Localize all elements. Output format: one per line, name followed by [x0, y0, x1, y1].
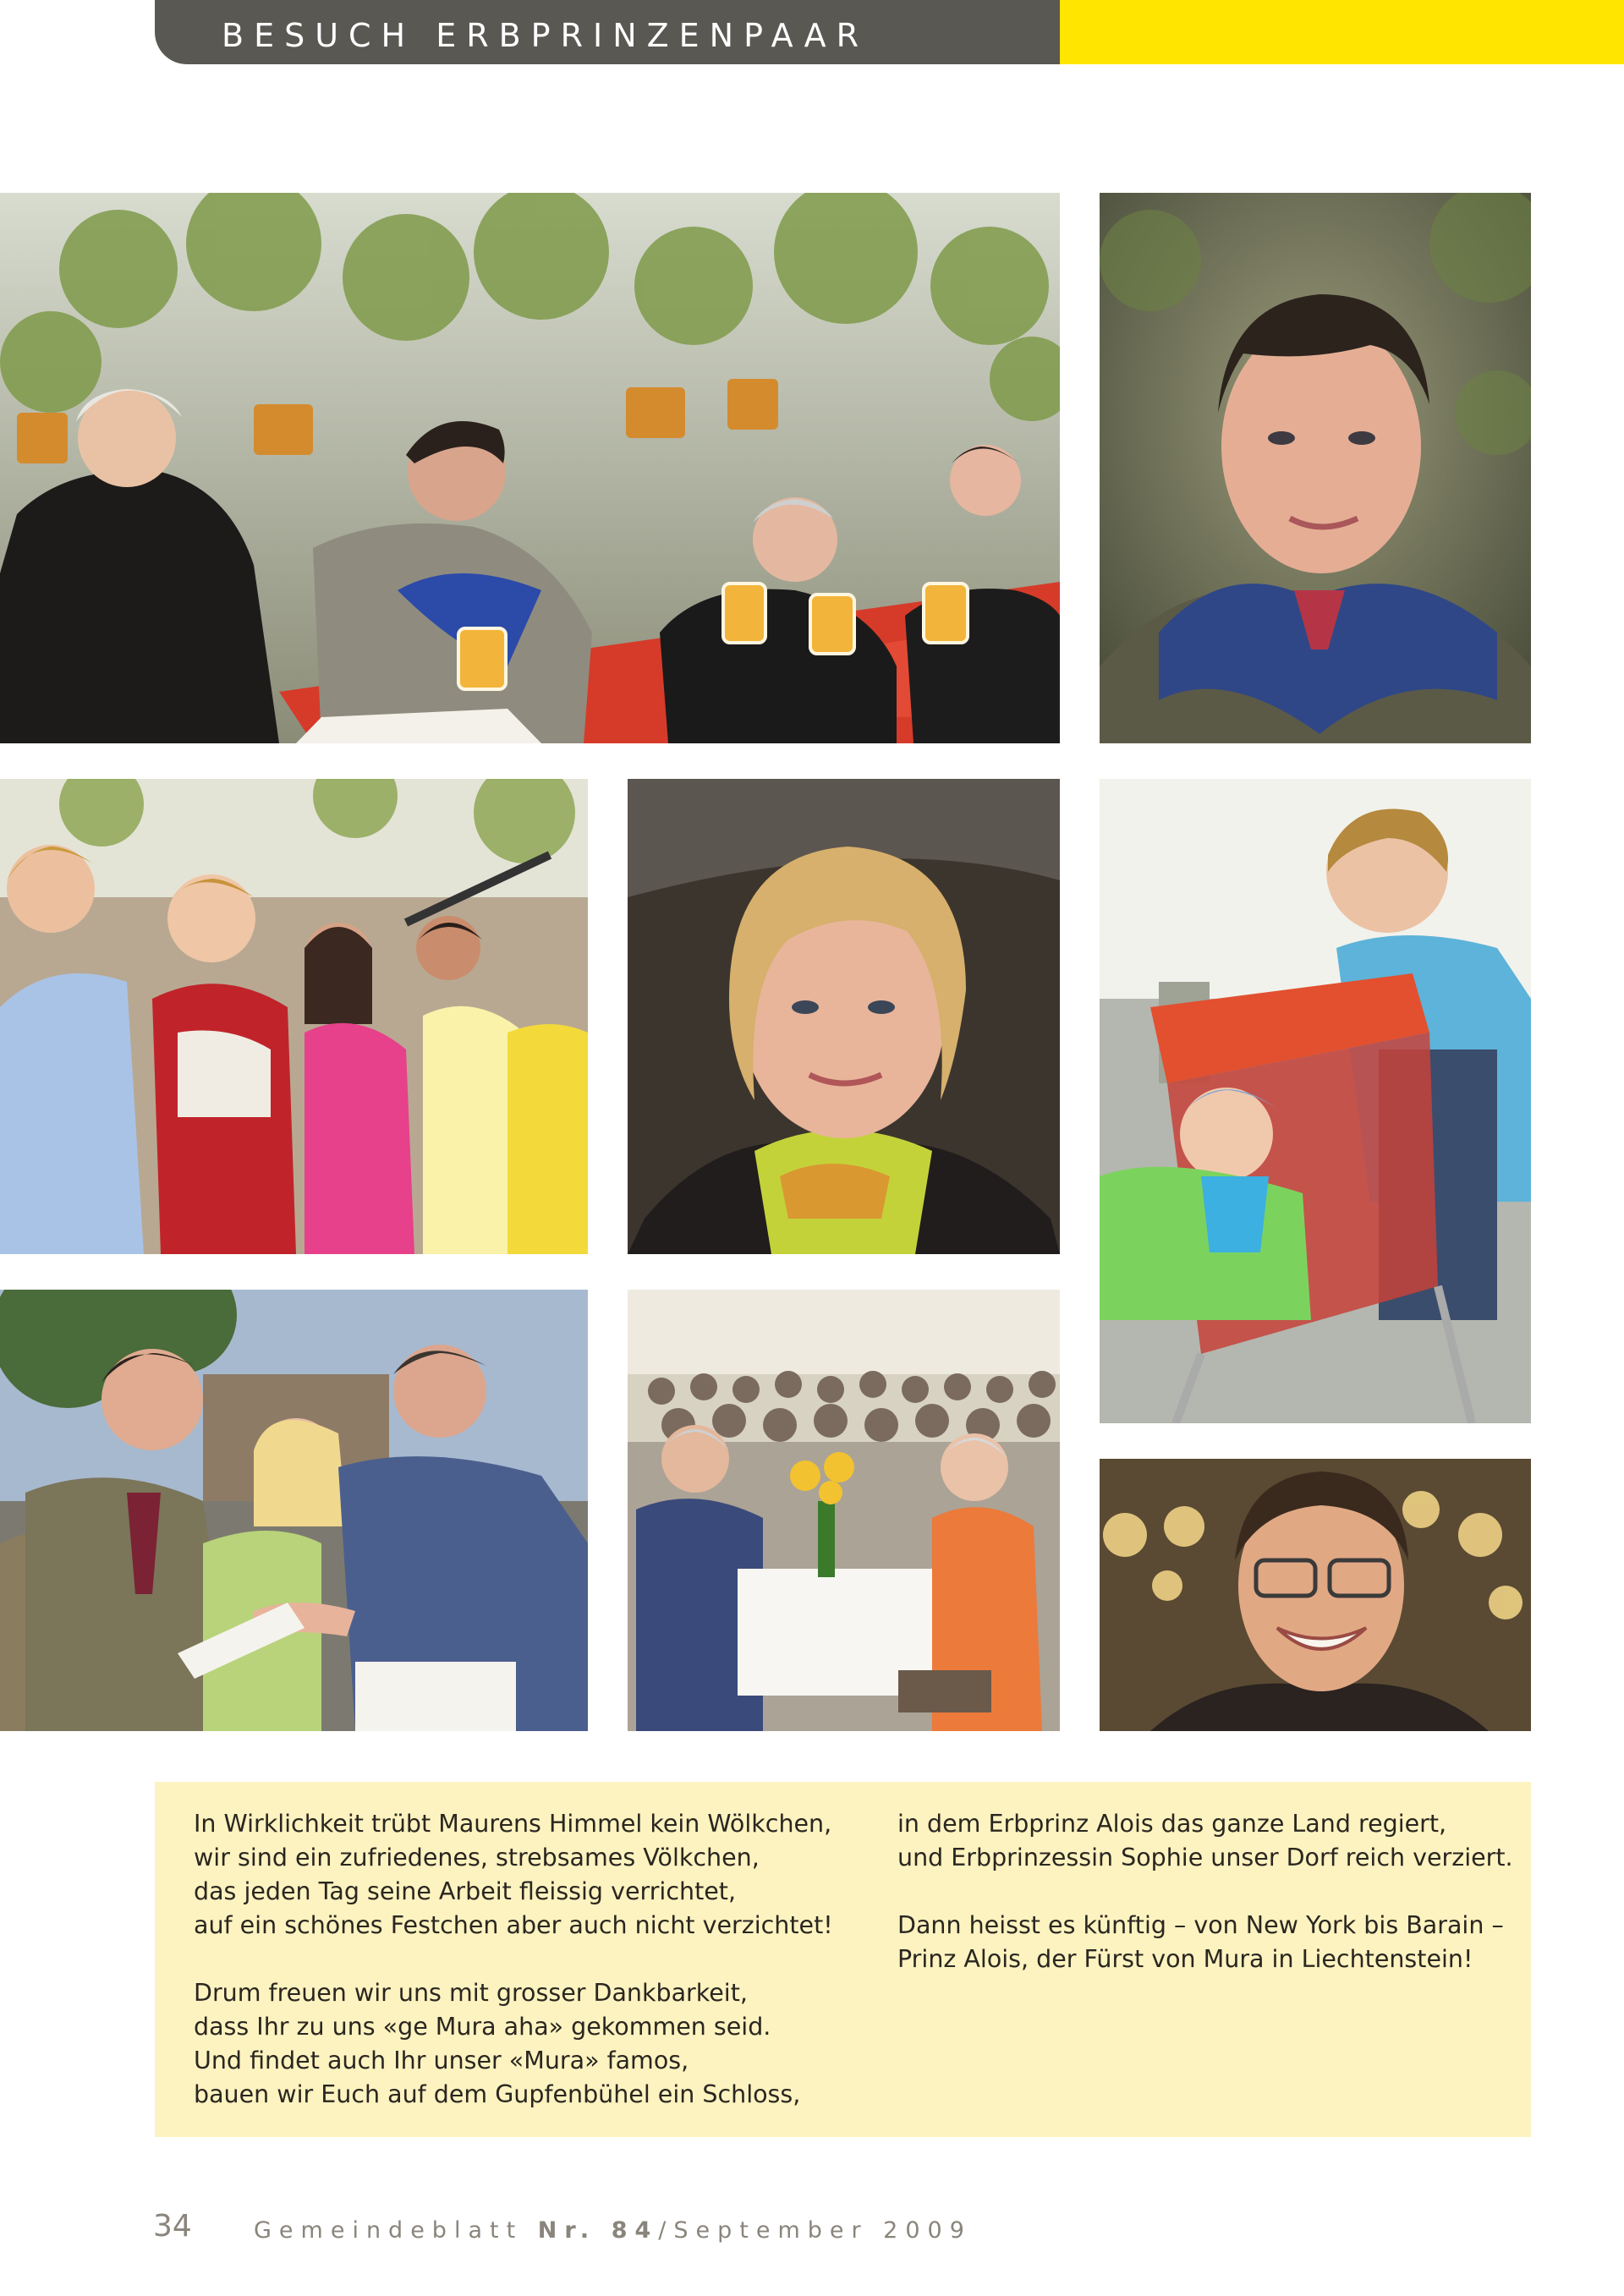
- photo-children-clapping: [0, 779, 588, 1254]
- photo-children-stroller: [1100, 779, 1531, 1423]
- poem-stanza: [897, 1909, 1513, 1976]
- photo-outdoor-handshake: [0, 1290, 588, 1731]
- poem-line: wir sind ein zufriedenes, strebsames Völkchen,: [194, 1844, 760, 1871]
- photo-handshake-table: [0, 193, 1060, 743]
- poem-line: und Erbprinzessin Sophie unser Dorf reich verziert.: [897, 1844, 1513, 1871]
- poem-line: Drum freuen wir uns mit grosser Dankbarkeit,: [194, 1979, 748, 2007]
- issue-number: 84: [611, 2217, 659, 2244]
- poem-line: Dann heisst es künftig – von New York bis Barain –: [897, 1911, 1504, 1939]
- issue-prefix: Nr.: [537, 2217, 597, 2244]
- photo-audience-tent: [628, 1290, 1060, 1731]
- poem-line: dass Ihr zu uns «ge Mura aha» gekommen seid.: [194, 2013, 771, 2041]
- poem-stanza: [194, 1976, 833, 2112]
- publication-line: [254, 2217, 972, 2244]
- issue-date: /September 2009: [658, 2217, 972, 2244]
- photo-smiling-man: [1100, 1459, 1531, 1731]
- section-title: BESUCH ERBPRINZENPAAR: [222, 17, 870, 54]
- publication-name: Gemeindeblatt: [254, 2217, 524, 2244]
- poem-line: das jeden Tag seine Arbeit fleissig verrichtet,: [194, 1877, 737, 1905]
- poem-line: auf ein schönes Festchen aber auch nicht verzichtet!: [194, 1911, 833, 1939]
- poem-left-column: [194, 1807, 833, 2145]
- poem-line: In Wirklichkeit trübt Maurens Himmel kein Wölkchen,: [194, 1810, 832, 1838]
- poem-line: Und findet auch Ihr unser «Mura» famos,: [194, 2047, 689, 2074]
- poem-right-column: [897, 1807, 1513, 2010]
- page-number: 34: [153, 2209, 192, 2244]
- photo-woman-portrait: [628, 779, 1060, 1254]
- poem-box: [155, 1782, 1531, 2137]
- poem-line: Prinz Alois, der Fürst von Mura in Liechtenstein!: [897, 1945, 1473, 1973]
- header-accent-band: [1060, 0, 1624, 64]
- poem-stanza: [194, 1807, 833, 1943]
- poem-stanza: [897, 1807, 1513, 1875]
- poem-line: bauen wir Euch auf dem Gupfenbühel ein Schloss,: [194, 2080, 801, 2108]
- poem-line: in dem Erbprinz Alois das ganze Land regiert,: [897, 1810, 1447, 1838]
- photo-hereditary-prince-portrait: [1100, 193, 1531, 743]
